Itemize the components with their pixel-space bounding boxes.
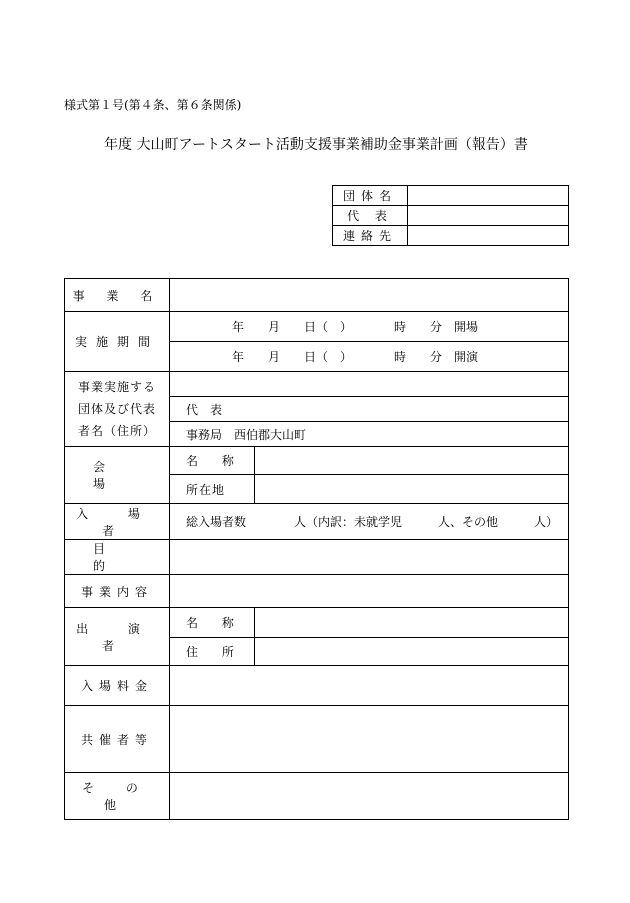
attendees-label: 入 場 者	[65, 504, 170, 540]
other-field[interactable]	[170, 773, 569, 820]
venue-address-field[interactable]	[255, 475, 569, 504]
document-title: 年度 大山町アートスタート活動支援事業補助金事業計画（報告）書	[104, 137, 528, 153]
performers-label: 出 演 者	[65, 608, 170, 666]
organization-label-line1: 事業実施する	[77, 380, 156, 394]
fee-label: 入場料金	[65, 666, 170, 706]
venue-address-label: 所在地	[170, 475, 255, 504]
group-name-field[interactable]	[408, 186, 569, 206]
cosponsor-label: 共催者等	[65, 706, 170, 773]
organization-table	[332, 185, 569, 246]
organization-label-line3: 者名（住所）	[77, 424, 156, 438]
cosponsor-field[interactable]	[170, 706, 569, 773]
purpose-field[interactable]	[170, 540, 569, 575]
organization-label-line2: 団体及び代表	[77, 402, 156, 416]
fee-field[interactable]	[170, 666, 569, 706]
attendees-field[interactable]: 総入場者数 人（内訳：未就学児 人、その他 人）	[170, 504, 569, 540]
content-label: 事業内容	[65, 575, 170, 608]
organization-representative-field[interactable]: 代 表	[170, 397, 569, 422]
contact-field[interactable]	[408, 226, 569, 246]
purpose-label: 目 的	[65, 540, 170, 575]
performer-name-field[interactable]	[255, 608, 569, 638]
venue-name-field[interactable]	[255, 447, 569, 475]
organization-office-field[interactable]: 事務局 西伯郡大山町	[170, 422, 569, 447]
form-number: 様式第１号(第４条、第６条関係)	[64, 98, 242, 112]
contact-label: 連絡先	[333, 226, 408, 246]
period-start-field[interactable]: 年 月 日（ ） 時 分 開場	[170, 312, 569, 342]
organization-label	[65, 372, 170, 447]
performer-name-label: 名 称	[170, 608, 255, 638]
venue-label: 会 場	[65, 447, 170, 504]
performer-address-label: 住 所	[170, 638, 255, 666]
organization-name-field[interactable]	[170, 372, 569, 397]
representative-field[interactable]	[408, 206, 569, 226]
plan-table	[64, 278, 569, 820]
period-label: 実施期間	[65, 312, 170, 372]
group-name-label: 団体名	[333, 186, 408, 206]
period-end-field[interactable]: 年 月 日（ ） 時 分 開演	[170, 342, 569, 372]
content-field[interactable]	[170, 575, 569, 608]
project-name-field[interactable]	[170, 279, 569, 312]
project-name-label: 事 業 名	[65, 279, 170, 312]
other-label: そ の 他	[65, 773, 170, 820]
venue-name-label: 名 称	[170, 447, 255, 475]
representative-label: 代 表	[333, 206, 408, 226]
performer-address-field[interactable]	[255, 638, 569, 666]
